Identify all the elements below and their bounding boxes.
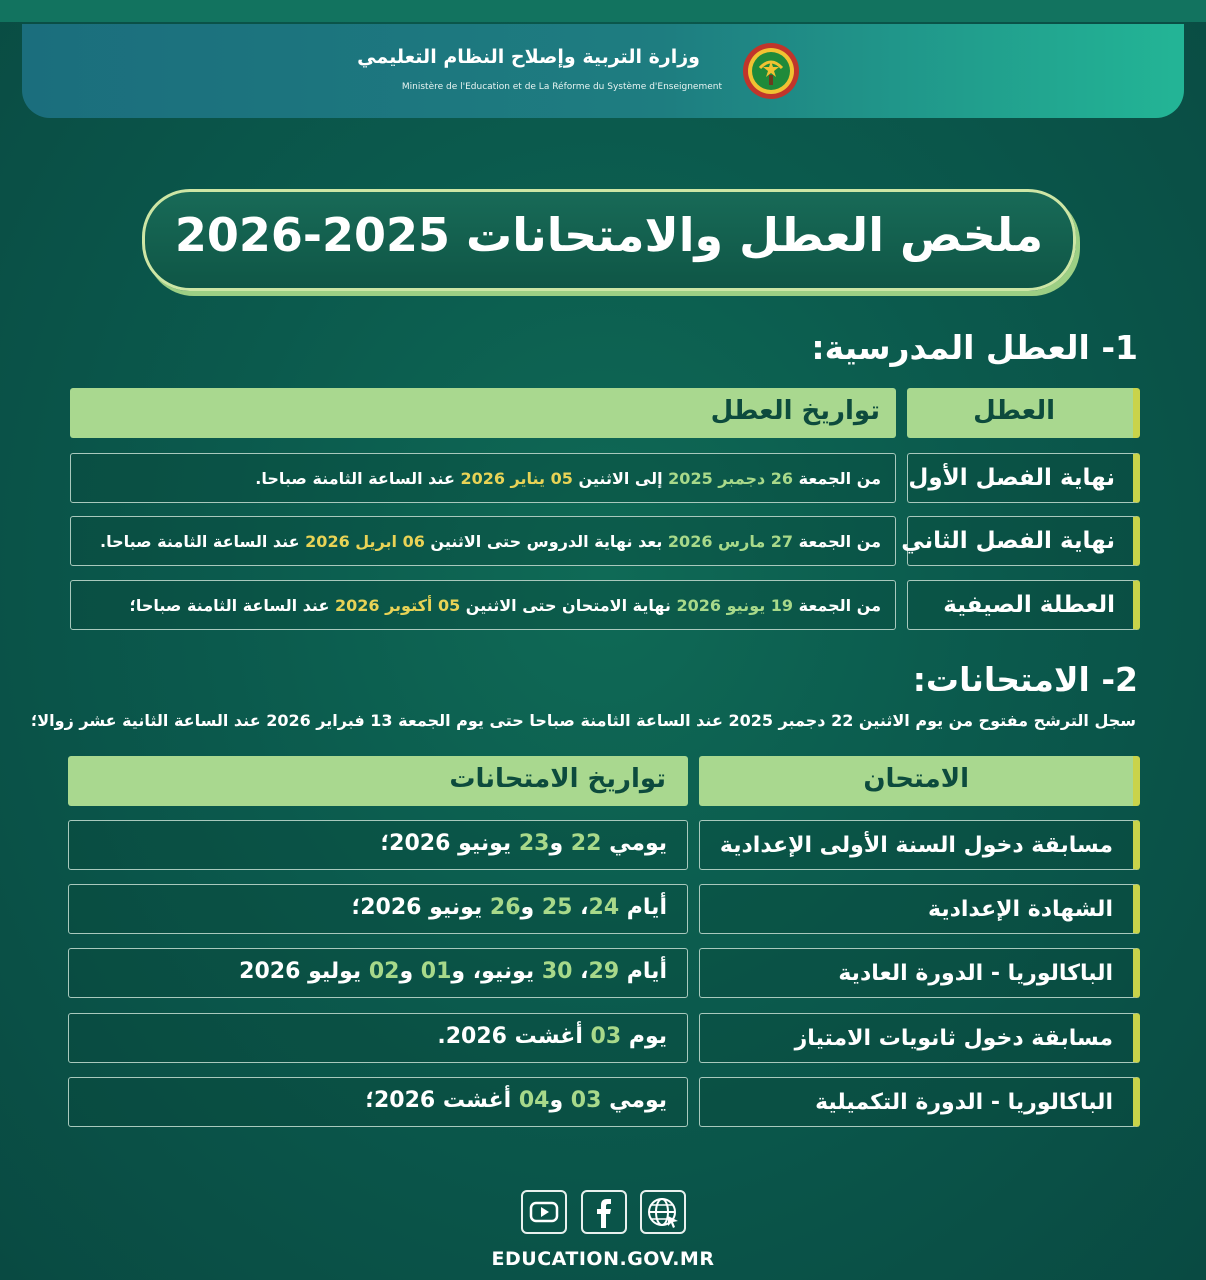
- exam-day: 02: [368, 959, 400, 984]
- exam-dates-cell: [68, 820, 688, 870]
- exam-day: 23: [518, 831, 550, 856]
- exams-header-name: [699, 756, 1140, 806]
- date-text: يوليو 2026: [239, 959, 369, 984]
- date-text: ،: [572, 959, 589, 984]
- holidays-col-dates: تواريخ العطل: [710, 396, 880, 426]
- holiday-dates-cell: [70, 453, 896, 503]
- holiday-dates-cell: [70, 580, 896, 630]
- exam-dates: [239, 959, 667, 984]
- facebook-icon: [583, 1192, 625, 1232]
- date-text: عند الساعة الثامنة صباحا.: [99, 532, 306, 551]
- exam-name-cell: [699, 1013, 1140, 1063]
- exam-name-cell: [699, 820, 1140, 870]
- holiday-dates: [129, 596, 881, 615]
- exams-col-name: الامتحان: [863, 764, 969, 794]
- holiday-dates-cell: [70, 516, 896, 566]
- start-date: 26 دجمبر 2025: [668, 469, 794, 488]
- holidays-header-dates: [70, 388, 896, 438]
- youtube-link[interactable]: [521, 1190, 567, 1234]
- date-text: يومي: [601, 1088, 667, 1113]
- exam-name: الشهادة الإعدادية: [927, 897, 1113, 922]
- date-text: يومي: [601, 831, 667, 856]
- holidays-section-title: 1- العطل المدرسية:: [811, 328, 1138, 367]
- exam-day: 01: [420, 959, 452, 984]
- ministry-name-fr: Ministère de l'Education et de La Réforme du Système d'Enseignement: [401, 82, 722, 92]
- exam-name: مسابقة دخول ثانويات الامتياز: [794, 1026, 1113, 1051]
- holidays-header-name: [907, 388, 1140, 438]
- exam-name-cell: [699, 1077, 1140, 1127]
- date-text: و: [549, 831, 571, 856]
- holiday-name-cell: [907, 453, 1140, 503]
- exam-day: 03: [570, 1088, 602, 1113]
- exam-dates: [437, 1024, 667, 1049]
- date-text: أيام: [619, 895, 667, 920]
- exam-dates: [351, 895, 667, 920]
- date-text: يونيو 2026؛: [351, 895, 490, 920]
- exam-name: الباكالوريا - الدورة العادية: [838, 961, 1113, 986]
- exams-col-dates: تواريخ الامتحانات: [449, 764, 666, 794]
- exam-dates: [380, 831, 667, 856]
- end-date: 05 أكتوبر 2026: [334, 596, 461, 615]
- ministry-name-ar: وزارة التربية وإصلاح النظام التعليمي: [357, 46, 700, 68]
- exams-section-title: 2- الامتحانات:: [912, 660, 1138, 699]
- exam-dates-cell: [68, 884, 688, 934]
- exam-name-cell: [699, 948, 1140, 998]
- date-text: بعد نهاية الدروس حتى الاثنين: [424, 532, 668, 551]
- date-text: أيام: [619, 959, 667, 984]
- date-text: من الجمعة: [793, 596, 881, 615]
- date-text: و: [520, 895, 542, 920]
- website-link[interactable]: [640, 1190, 686, 1234]
- page-title-box: [142, 189, 1076, 291]
- youtube-icon: [523, 1192, 565, 1232]
- date-text: من الجمعة: [793, 532, 881, 551]
- date-text: أغشت 2026؛: [365, 1088, 519, 1113]
- exam-day: 26: [489, 895, 521, 920]
- date-text: من الجمعة: [793, 469, 881, 488]
- exam-name-cell: [699, 884, 1140, 934]
- date-text: ،: [572, 895, 589, 920]
- date-text: يونيو، و: [451, 959, 542, 984]
- exam-name: مسابقة دخول السنة الأولى الإعدادية: [719, 833, 1113, 858]
- date-text: إلى الاثنين: [572, 469, 669, 488]
- ministry-header: [22, 24, 1184, 118]
- exam-day: 03: [590, 1024, 622, 1049]
- holiday-name: نهاية الفصل الثاني: [901, 528, 1115, 554]
- holidays-col-name: العطل: [973, 396, 1055, 426]
- exam-dates-cell: [68, 1077, 688, 1127]
- holiday-dates: [100, 532, 881, 551]
- date-text: و: [549, 1088, 571, 1113]
- date-text: عند الساعة الثامنة صباحا.: [255, 469, 461, 488]
- facebook-link[interactable]: [581, 1190, 627, 1234]
- end-date: 06 ابريل 2026: [305, 532, 425, 551]
- page-title: ملخص العطل والامتحانات 2025-2026: [174, 208, 1044, 262]
- exam-name: الباكالوريا - الدورة التكميلية: [815, 1090, 1113, 1115]
- start-date: 27 مارس 2026: [667, 532, 794, 551]
- exam-dates-cell: [68, 948, 688, 998]
- date-text: نهاية الامتحان حتى الاثنين: [460, 596, 677, 615]
- holiday-name: العطلة الصيفية: [943, 592, 1115, 618]
- exam-day: 24: [588, 895, 620, 920]
- holiday-name: نهاية الفصل الأول: [908, 465, 1115, 491]
- date-text: يونيو 2026؛: [380, 831, 519, 856]
- exam-dates-cell: [68, 1013, 688, 1063]
- exam-dates: [365, 1088, 667, 1113]
- start-date: 19 يونيو 2026: [676, 596, 794, 615]
- end-date: 05 يناير 2026: [460, 469, 573, 488]
- holiday-name-cell: [907, 580, 1140, 630]
- date-text: و: [399, 959, 421, 984]
- website-url[interactable]: EDUCATION.GOV.MR: [491, 1248, 715, 1270]
- holiday-name-cell: [901, 516, 1140, 566]
- exam-day: 25: [541, 895, 573, 920]
- exam-day: 04: [518, 1088, 550, 1113]
- globe-icon: [642, 1192, 684, 1232]
- exams-header-dates: [68, 756, 688, 806]
- national-seal-icon: [742, 42, 800, 100]
- holiday-dates: [255, 469, 881, 488]
- date-text: يوم: [621, 1024, 667, 1049]
- exam-day: 29: [588, 959, 620, 984]
- date-text: عند الساعة الثامنة صباحا؛: [129, 596, 335, 615]
- exam-day: 30: [541, 959, 573, 984]
- registration-note: سجل الترشح مفتوح من يوم الاثنين 22 دجمبر 2025 عند الساعة الثامنة صباحا حتى يوم الجمعة 13 فبراير 2026 عند الساعة الثانية عشر زوالا؛: [30, 711, 1136, 730]
- top-strip: [0, 0, 1206, 22]
- exam-day: 22: [570, 831, 602, 856]
- date-text: أغشت 2026.: [437, 1024, 591, 1049]
